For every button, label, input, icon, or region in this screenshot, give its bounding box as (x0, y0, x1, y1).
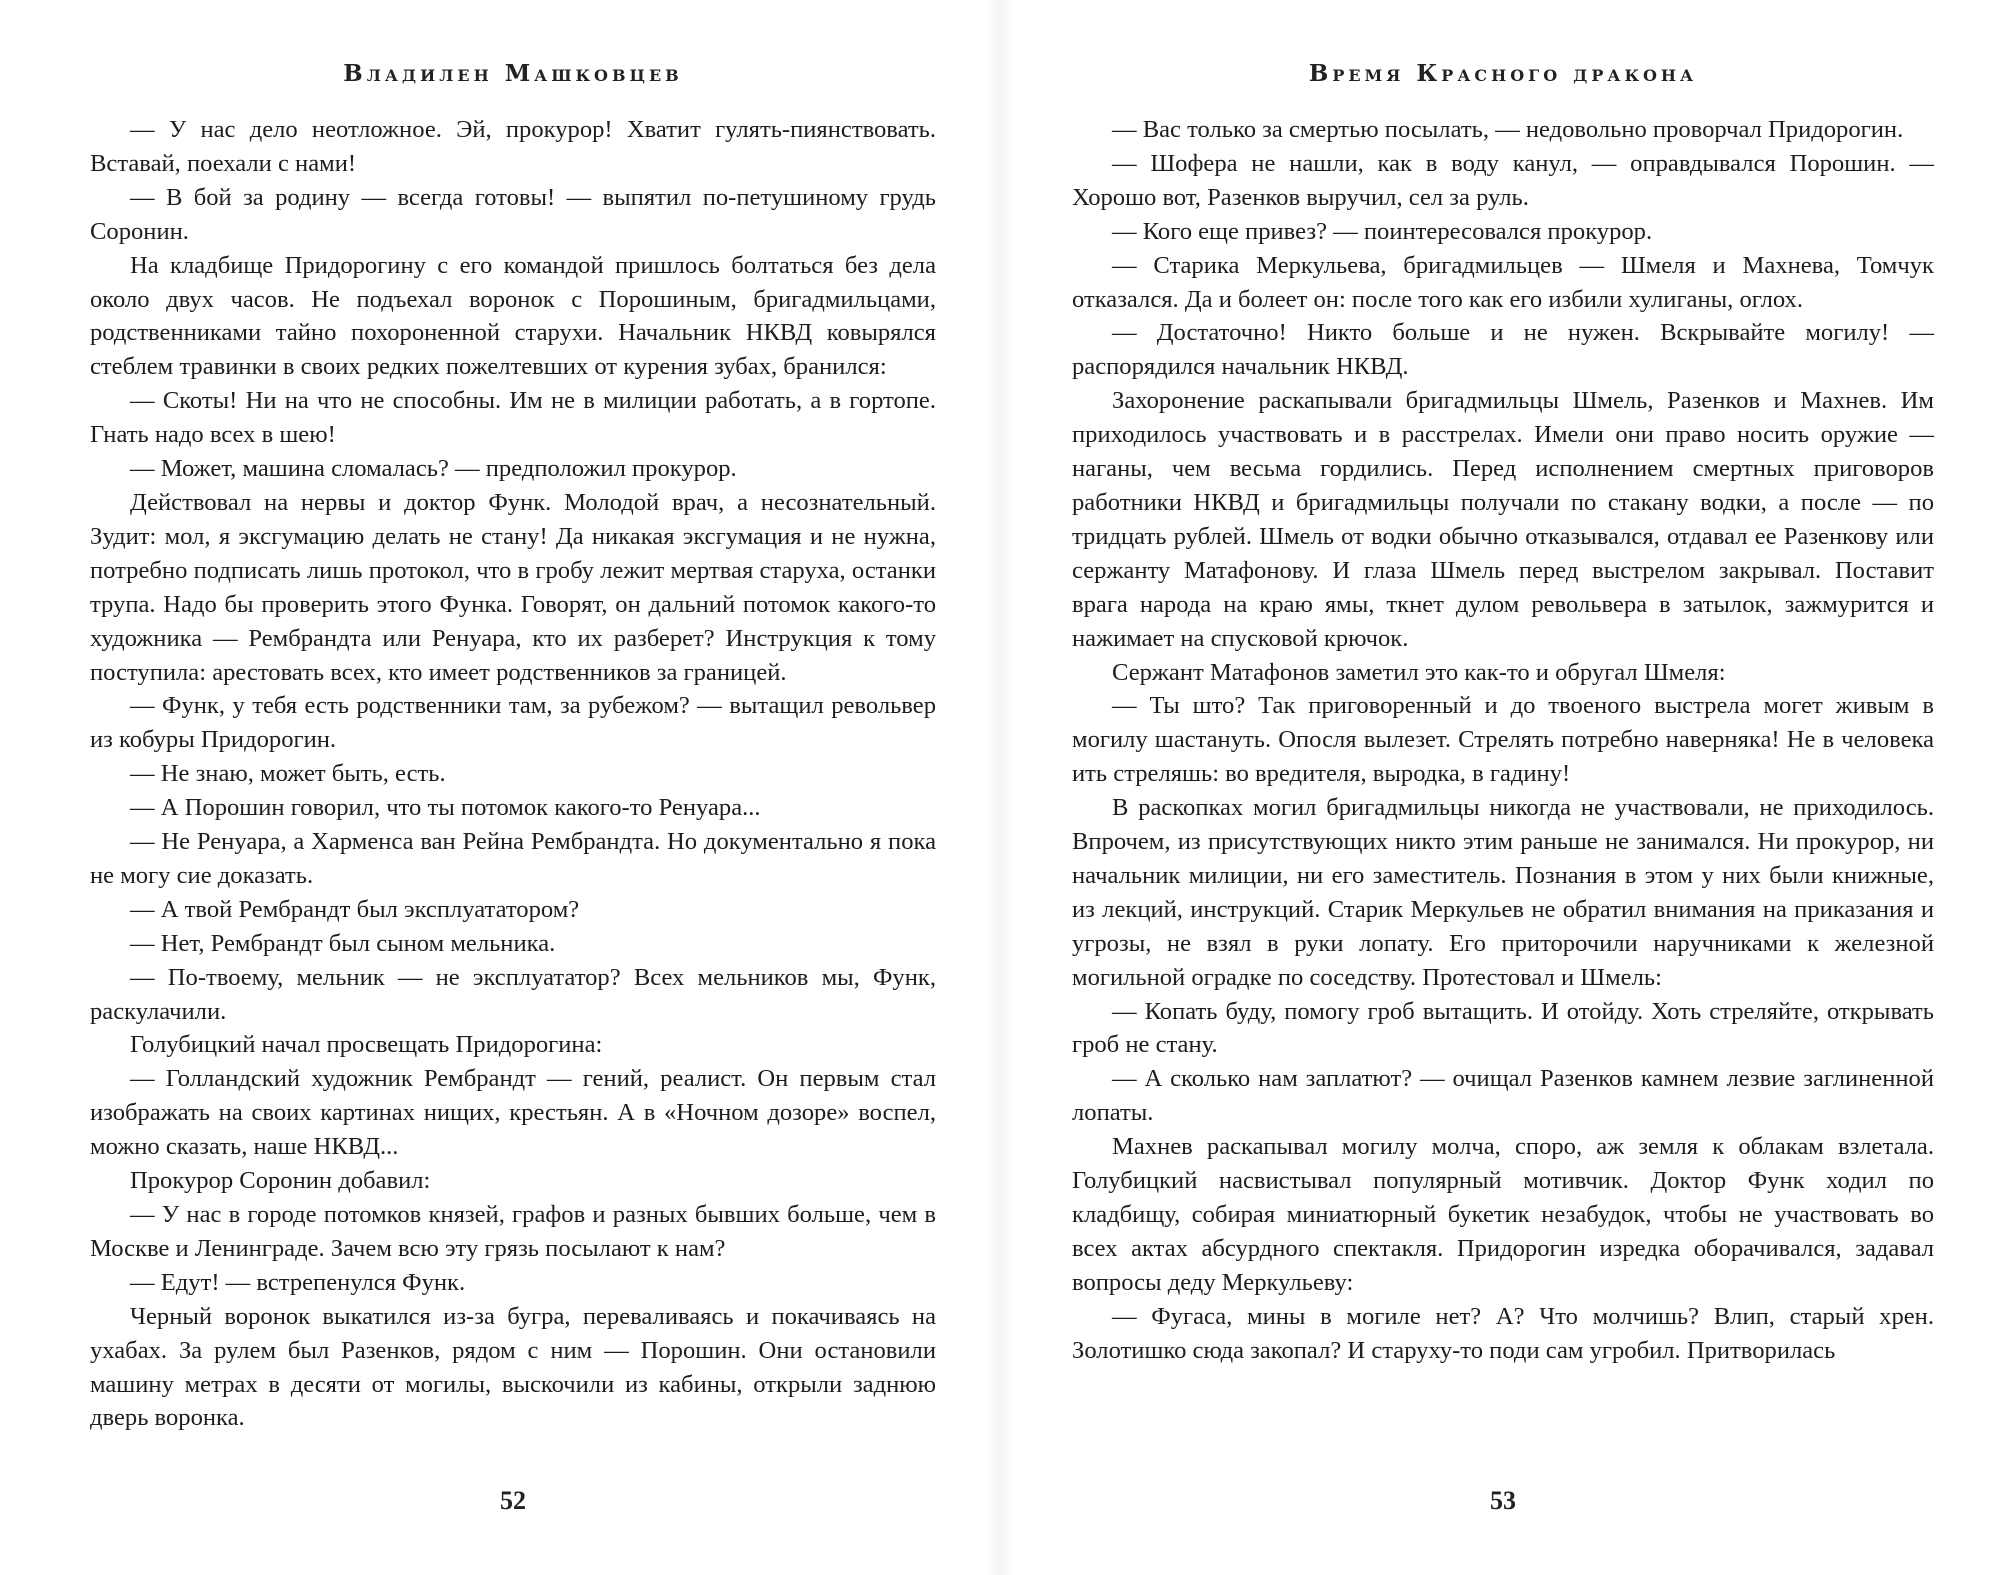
left-page-text (90, 113, 936, 1435)
paragraph: — Копать буду, помогу гроб вытащить. И отойду. Хоть стреляйте, открывать гроб не стану. (1072, 997, 1934, 1059)
paragraph: — А твой Рембрандт был эксплуататором? (130, 895, 580, 923)
paragraph: Сержант Матафонов заметил это как-то и обругал Шмеля: (1112, 658, 1726, 686)
paragraph: — По-твоему, мельник — не эксплуататор? Всех мельников мы, Функ, раскулачили. (90, 963, 936, 1025)
paragraph: — Не Ренуара, а Харменса ван Рейна Рембрандта. Но документально я пока не могу сие доказать. (90, 828, 936, 889)
paragraph: Махнев раскапывал могилу молча, споро, аж земля к облакам взлетала. Голубицкий насвистывал популярный мотивчик. Доктор Функ ходил по кладбищу, собирая миниатюрный букетик незабудок, чтобы не участвовать во всех актах абсурдного спектакля. Придорогин изредка оборачивался, задавал вопросы деду Меркульеву: (1072, 1133, 1934, 1296)
paragraph: Черный воронок выкатился из-за бугра, переваливаясь и покачиваясь на ухабах. За рулем был Разенков, рядом с ним — Порошин. Они остановили машину метрах в десяти от могилы, выскочили из кабины, открыли заднюю дверь воронка. (90, 1302, 936, 1432)
paragraph: Захоронение раскапывали бригадмильцы Шмель, Разенков и Махнев. Им приходилось участвовать и в расстрелах. Имели они право носить оружие — наганы, чем весьма гордились. Перед исполнением смертных приговоров работники НКВД и бригадмильцы получали по стакану водки, а после — по тридцать рублей. Шмель от водки обычно отказывался, отдавал ее Разенкову или сержанту Матафонову. И глаза Шмель перед выстрелом закрывал. Поставит врага народа на краю ямы, ткнет дулом револьвера в затылок, зажмурится и нажимает на спусковой крючок. (1072, 387, 1934, 652)
paragraph: — Может, машина сломалась? — предположил прокурор. (130, 455, 737, 483)
paragraph: — Старика Меркульева, бригадмильцев — Шмеля и Махнева, Томчук отказался. Да и болеет он: после того как его избили хулиганы, оглох. (1072, 251, 1934, 313)
paragraph: — У нас дело неотложное. Эй, прокурор! Хватит гулять-пиянствовать. Вставай, поехали с нами! (90, 116, 936, 177)
paragraph: — Не знаю, может быть, есть. (130, 760, 446, 788)
running-head-author: Владилен Машковцев (343, 60, 683, 87)
paragraph: Голубицкий начал просвещать Придорогина: (130, 1031, 603, 1059)
paragraph: — Голландский художник Рембрандт — гений, реалист. Он первым стал изображать на своих картинах нищих, крестьян. А в «Ночном дозоре» воспел, можно сказать, наше НКВД... (90, 1065, 936, 1161)
paragraph: — Фугаса, мины в могиле нет? А? Что молчишь? Влип, старый хрен. Золотишко сюда закопал? И старуху-то поди сам угробил. Притворилась (1072, 1302, 1934, 1364)
paragraph: — Шофера не нашли, как в воду канул, — оправдывался Порошин. — Хорошо вот, Разенков выручил, сел за руль. (1072, 149, 1934, 211)
paragraph: На кладбище Придорогину с его командой пришлось болтаться без дела около двух часов. Не подъехал воронок с Порошиным, бригадмильцами, родственниками тайно похороненной старухи. Начальник НКВД ковырялся стеблем травинки в своих редких пожелтевших от курения зубах, бранился: (90, 251, 936, 381)
paragraph: В раскопках могил бригадмильцы никогда не участвовали, не приходилось. Впрочем, из присутствующих никто этим раньше не занимался. Ни прокурор, ни начальник милиции, ни его заместитель. Познания в этом у них были книжные, из лекций, инструкций. Старик Меркульев не обратил внимания на приказания и угрозы, не взял в руки лопату. Его приторочили наручниками к железной могильной оградке по соседству. Протестовал и Шмель: (1072, 794, 1934, 991)
right-page-text (1072, 113, 1934, 1368)
left-page (90, 0, 936, 1575)
right-page (1072, 0, 1934, 1575)
gutter-shadow (985, 0, 1015, 1575)
paragraph: — У нас в городе потомков князей, графов и разных бывших больше, чем в Москве и Ленинграде. Зачем всю эту грязь посылают к нам? (90, 1201, 936, 1262)
paragraph: — Функ, у тебя есть родственники там, за рубежом? — вытащил револьвер из кобуры Придорогин. (90, 692, 936, 754)
paragraph: — Едут! — встрепенулся Функ. (130, 1268, 466, 1296)
paragraph: — Вас только за смертью посылать, — недовольно проворчал Придорогин. (1112, 116, 1904, 143)
paragraph: — А сколько нам заплатют? — очищал Разенков камнем лезвие заглиненной лопаты. (1072, 1065, 1934, 1127)
page-number: 53 (1490, 1486, 1516, 1515)
paragraph: — Нет, Рембрандт был сыном мельника. (130, 929, 556, 957)
paragraph: — Достаточно! Никто больше и не нужен. Вскрывайте могилу! — распорядился начальник НКВД. (1072, 319, 1934, 381)
paragraph: — Ты што? Так приговоренный и до твоеного выстрела могет живым в могилу шастануть. Опосля вылезет. Стрелять потребно наверняка! Не в человека ить стреляшь: во вредителя, выродка, в гадину! (1072, 692, 1934, 788)
paragraph: — А Порошин говорил, что ты потомок какого-то Ренуара... (130, 794, 761, 822)
page-number: 52 (500, 1486, 526, 1515)
running-head-title: Время Красного дракона (1308, 60, 1698, 87)
paragraph: Прокурор Соронин добавил: (130, 1167, 431, 1195)
paragraph: — Скоты! Ни на что не способны. Им не в милиции работать, а в гортопе. Гнать надо всех в шею! (90, 387, 936, 449)
paragraph: Действовал на нервы и доктор Функ. Молодой врач, а несознательный. Зудит: мол, я эксгумацию делать не стану! Да никакая эксгумация и не нужна, потребно подписать лишь протокол, что в гробу лежит мертвая старуха, останки трупа. Надо бы проверить этого Функа. Говорят, он дальний потомок какого-то художника — Рембрандта или Ренуара, кто их разберет? Инструкция к тому поступила: арестовать всех, кто имеет родственников за границей. (90, 488, 936, 686)
paragraph: — Кого еще привез? — поинтересовался прокурор. (1112, 217, 1653, 245)
paragraph: — В бой за родину — всегда готовы! — выпятил по-петушиному грудь Соронин. (90, 183, 936, 245)
